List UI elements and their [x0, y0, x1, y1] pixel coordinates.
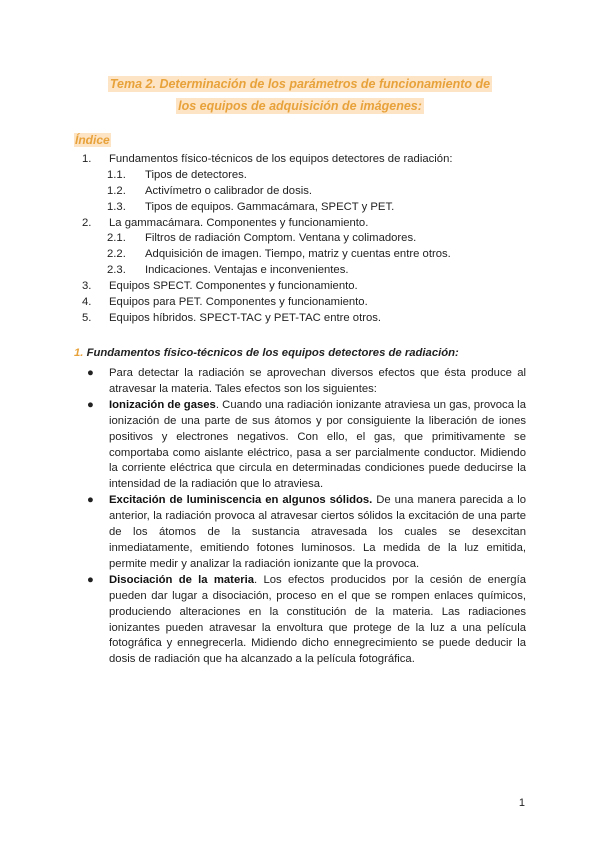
bullet-text: . Cuando una radiación ionizante atraviesa un gas, provoca la ionización de una parte de sus átomos y por consiguiente la liberación de iones positivos y electrones negativos. Con ello, el gas, que primitivamente se comportaba como aislante eléctrico, pasa a ser parcialmente conductor. Midiendo la corriente eléctrica que circula en determinadas condiciones puede deducirse la intensidad de la radiación que lo atraviesa. — [109, 398, 526, 491]
table-of-contents — [0, 152, 600, 327]
toc-item — [0, 247, 600, 263]
bullet-icon: ● — [87, 398, 94, 411]
bullet-icon: ● — [87, 573, 94, 586]
toc-item-text: La gammacámara. Componentes y funcionamiento. — [109, 216, 369, 229]
toc-item-text: Equipos híbridos. SPECT-TAC y PET-TAC entre otros. — [109, 311, 382, 324]
toc-item-number: 1.1. — [107, 168, 126, 181]
document-title — [0, 73, 600, 117]
toc-item-text: Indicaciones. Ventajas e inconvenientes. — [145, 264, 349, 277]
toc-item-number: 1.2. — [107, 184, 126, 197]
toc-item-text: Activímetro o calibrador de dosis. — [145, 184, 313, 197]
toc-item-number: 1. — [82, 153, 92, 165]
toc-item-text: Equipos SPECT. Componentes y funcionamiento. — [109, 280, 358, 293]
section-number: 1. — [74, 347, 84, 359]
toc-item — [0, 184, 600, 200]
toc-item-text: Fundamentos físico-técnicos de los equipos detectores de radiación: — [109, 153, 453, 165]
bullet-term: Disociación de la materia — [109, 573, 255, 586]
bullet-text: De una manera parecida a lo anterior, la radiación provoca al atravesar ciertos sólidos la excitación de una parte de los átomos de la sustancia atravesada los cuales se desexcitan inmediatamente, emitiendo fotones luminosos. La medida de la luz emitida, permite medir y analizar la radiación ionizante que la provoca. — [109, 494, 526, 570]
section-title: Fundamentos físico-técnicos de los equipos detectores de radiación: — [86, 347, 459, 359]
toc-item-number: 4. — [82, 296, 92, 309]
bullet-term: Ionización de gases — [109, 398, 216, 411]
toc-item — [0, 295, 600, 311]
page-number: 1 — [518, 797, 525, 809]
bullet-text: Para detectar la radiación se aprovechan diversos efectos que ésta produce al atravesar la materia. Tales efectos son los siguientes: — [109, 367, 526, 395]
bullet-term: Excitación de luminiscencia en algunos sólidos. — [109, 494, 373, 507]
toc-item — [0, 168, 600, 184]
toc-item — [0, 311, 600, 327]
toc-item — [0, 263, 600, 279]
list-item — [87, 366, 526, 398]
toc-item-number: 2.1. — [107, 232, 126, 245]
toc-item-text: Tipos de detectores. — [145, 168, 247, 181]
bullet-icon: ● — [87, 494, 94, 507]
list-item — [87, 398, 526, 493]
section-bullet-list — [0, 366, 600, 668]
toc-item — [0, 279, 600, 295]
toc-item-number: 2. — [82, 216, 92, 229]
title-line-1: Tema 2. Determinación de los parámetros de funcionamiento de — [109, 77, 491, 91]
toc-item-number: 2.3. — [107, 264, 126, 277]
toc-item-text: Adquisición de imagen. Tiempo, matriz y cuentas entre otros. — [145, 248, 451, 261]
toc-item-text: Filtros de radiación Comptom. Ventana y colimadores. — [145, 232, 417, 245]
toc-item-text: Tipos de equipos. Gammacámara, SPECT y PET. — [145, 200, 395, 213]
index-heading-text: Índice — [75, 133, 110, 147]
index-heading — [74, 133, 111, 147]
toc-item-number: 3. — [82, 280, 92, 293]
toc-item — [0, 216, 600, 232]
title-line-2: los equipos de adquisición de imágenes: — [178, 99, 422, 113]
bullet-text: . Los efectos producidos por la cesión de energía pueden dar lugar a disociación, proceso en el que se rompen enlaces químicos, produciendo alteraciones en la constitución de la materia. Las radiaciones ionizantes pueden atravesar la envoltura que protege de la luz a una película fotográfica y ennegrecerla. Midiendo dicho ennegrecimiento se puede deducir la dosis de radiación que ha alcanzado a la película fotográfica. — [109, 573, 526, 666]
toc-item-number: 1.3. — [107, 200, 126, 213]
toc-item-number: 5. — [82, 311, 92, 324]
toc-item-text: Equipos para PET. Componentes y funcionamiento. — [109, 296, 368, 309]
list-item — [87, 493, 526, 573]
section-heading — [74, 347, 459, 359]
toc-item — [0, 200, 600, 216]
bullet-icon: ● — [87, 367, 94, 379]
toc-item-number: 2.2. — [107, 248, 126, 261]
list-item — [87, 573, 526, 668]
toc-item — [0, 231, 600, 247]
toc-item — [0, 152, 600, 168]
